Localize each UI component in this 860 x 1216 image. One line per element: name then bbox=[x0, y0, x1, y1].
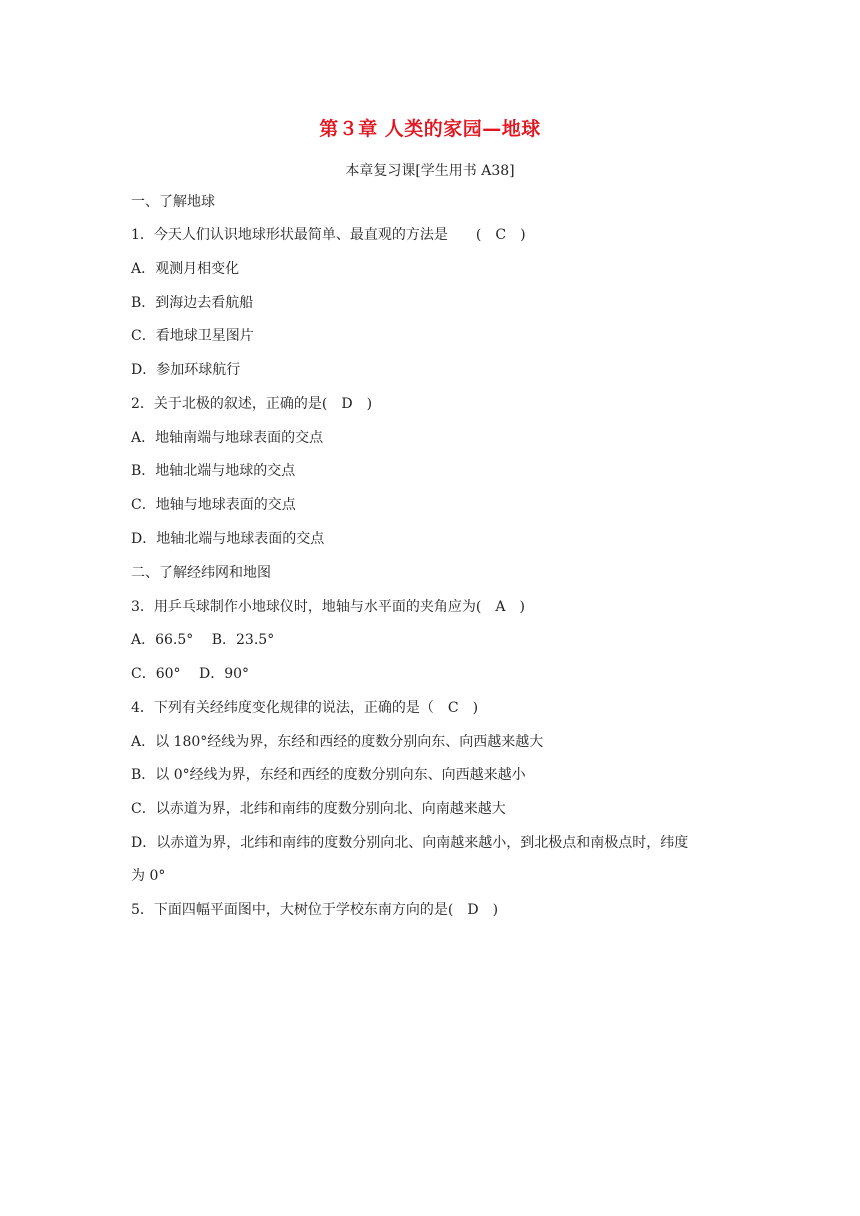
option-1b: B．到海边去看航船 bbox=[131, 295, 254, 311]
chapter-subtitle: 本章复习课[学生用书 A38] bbox=[345, 163, 515, 179]
option-1d: D．参加环球航行 bbox=[131, 362, 241, 378]
question-2: 2．关于北极的叙述，正确的是( D ) bbox=[131, 396, 373, 412]
question-5: 5．下面四幅平面图中，大树位于学校东南方向的是( D ) bbox=[131, 902, 499, 918]
option-2a: A．地轴南端与地球表面的交点 bbox=[131, 430, 324, 446]
options-3ab: A．66.5° B．23.5° bbox=[131, 632, 275, 648]
option-4d: D．以赤道为界，北纬和南纬的度数分别向北、向南越来越小，到北极点和南极点时，纬度 bbox=[131, 835, 689, 851]
option-2d: D．地轴北端与地球表面的交点 bbox=[131, 531, 325, 547]
question-3: 3．用乒乓球制作小地球仪时，地轴与水平面的夹角应为( A ) bbox=[131, 599, 525, 615]
options-3cd: C．60° D．90° bbox=[131, 666, 250, 682]
section-heading-2: 二、了解经纬网和地图 bbox=[131, 565, 271, 581]
option-2c: C．地轴与地球表面的交点 bbox=[131, 497, 296, 513]
chapter-title: 第３章 人类的家园—地球 bbox=[319, 118, 541, 140]
option-4c: C．以赤道为界，北纬和南纬的度数分别向北、向南越来越大 bbox=[131, 801, 506, 817]
option-1a: A．观测月相变化 bbox=[131, 261, 240, 277]
option-2b: B．地轴北端与地球的交点 bbox=[131, 463, 296, 479]
question-1: 1．今天人们认识地球形状最简单、最直观的方法是 ( C ) bbox=[131, 227, 526, 243]
option-1c: C．看地球卫星图片 bbox=[131, 328, 254, 344]
question-4: 4．下列有关经纬度变化规律的说法，正确的是（ C ) bbox=[131, 700, 479, 716]
section-heading-1: 一、了解地球 bbox=[131, 194, 215, 210]
option-4d-continued: 为 0° bbox=[131, 868, 166, 884]
option-4a: A．以 180°经线为界，东经和西经的度数分别向东、向西越来越大 bbox=[131, 734, 544, 750]
option-4b: B．以 0°经线为界，东经和西经的度数分别向东、向西越来越小 bbox=[131, 767, 526, 783]
